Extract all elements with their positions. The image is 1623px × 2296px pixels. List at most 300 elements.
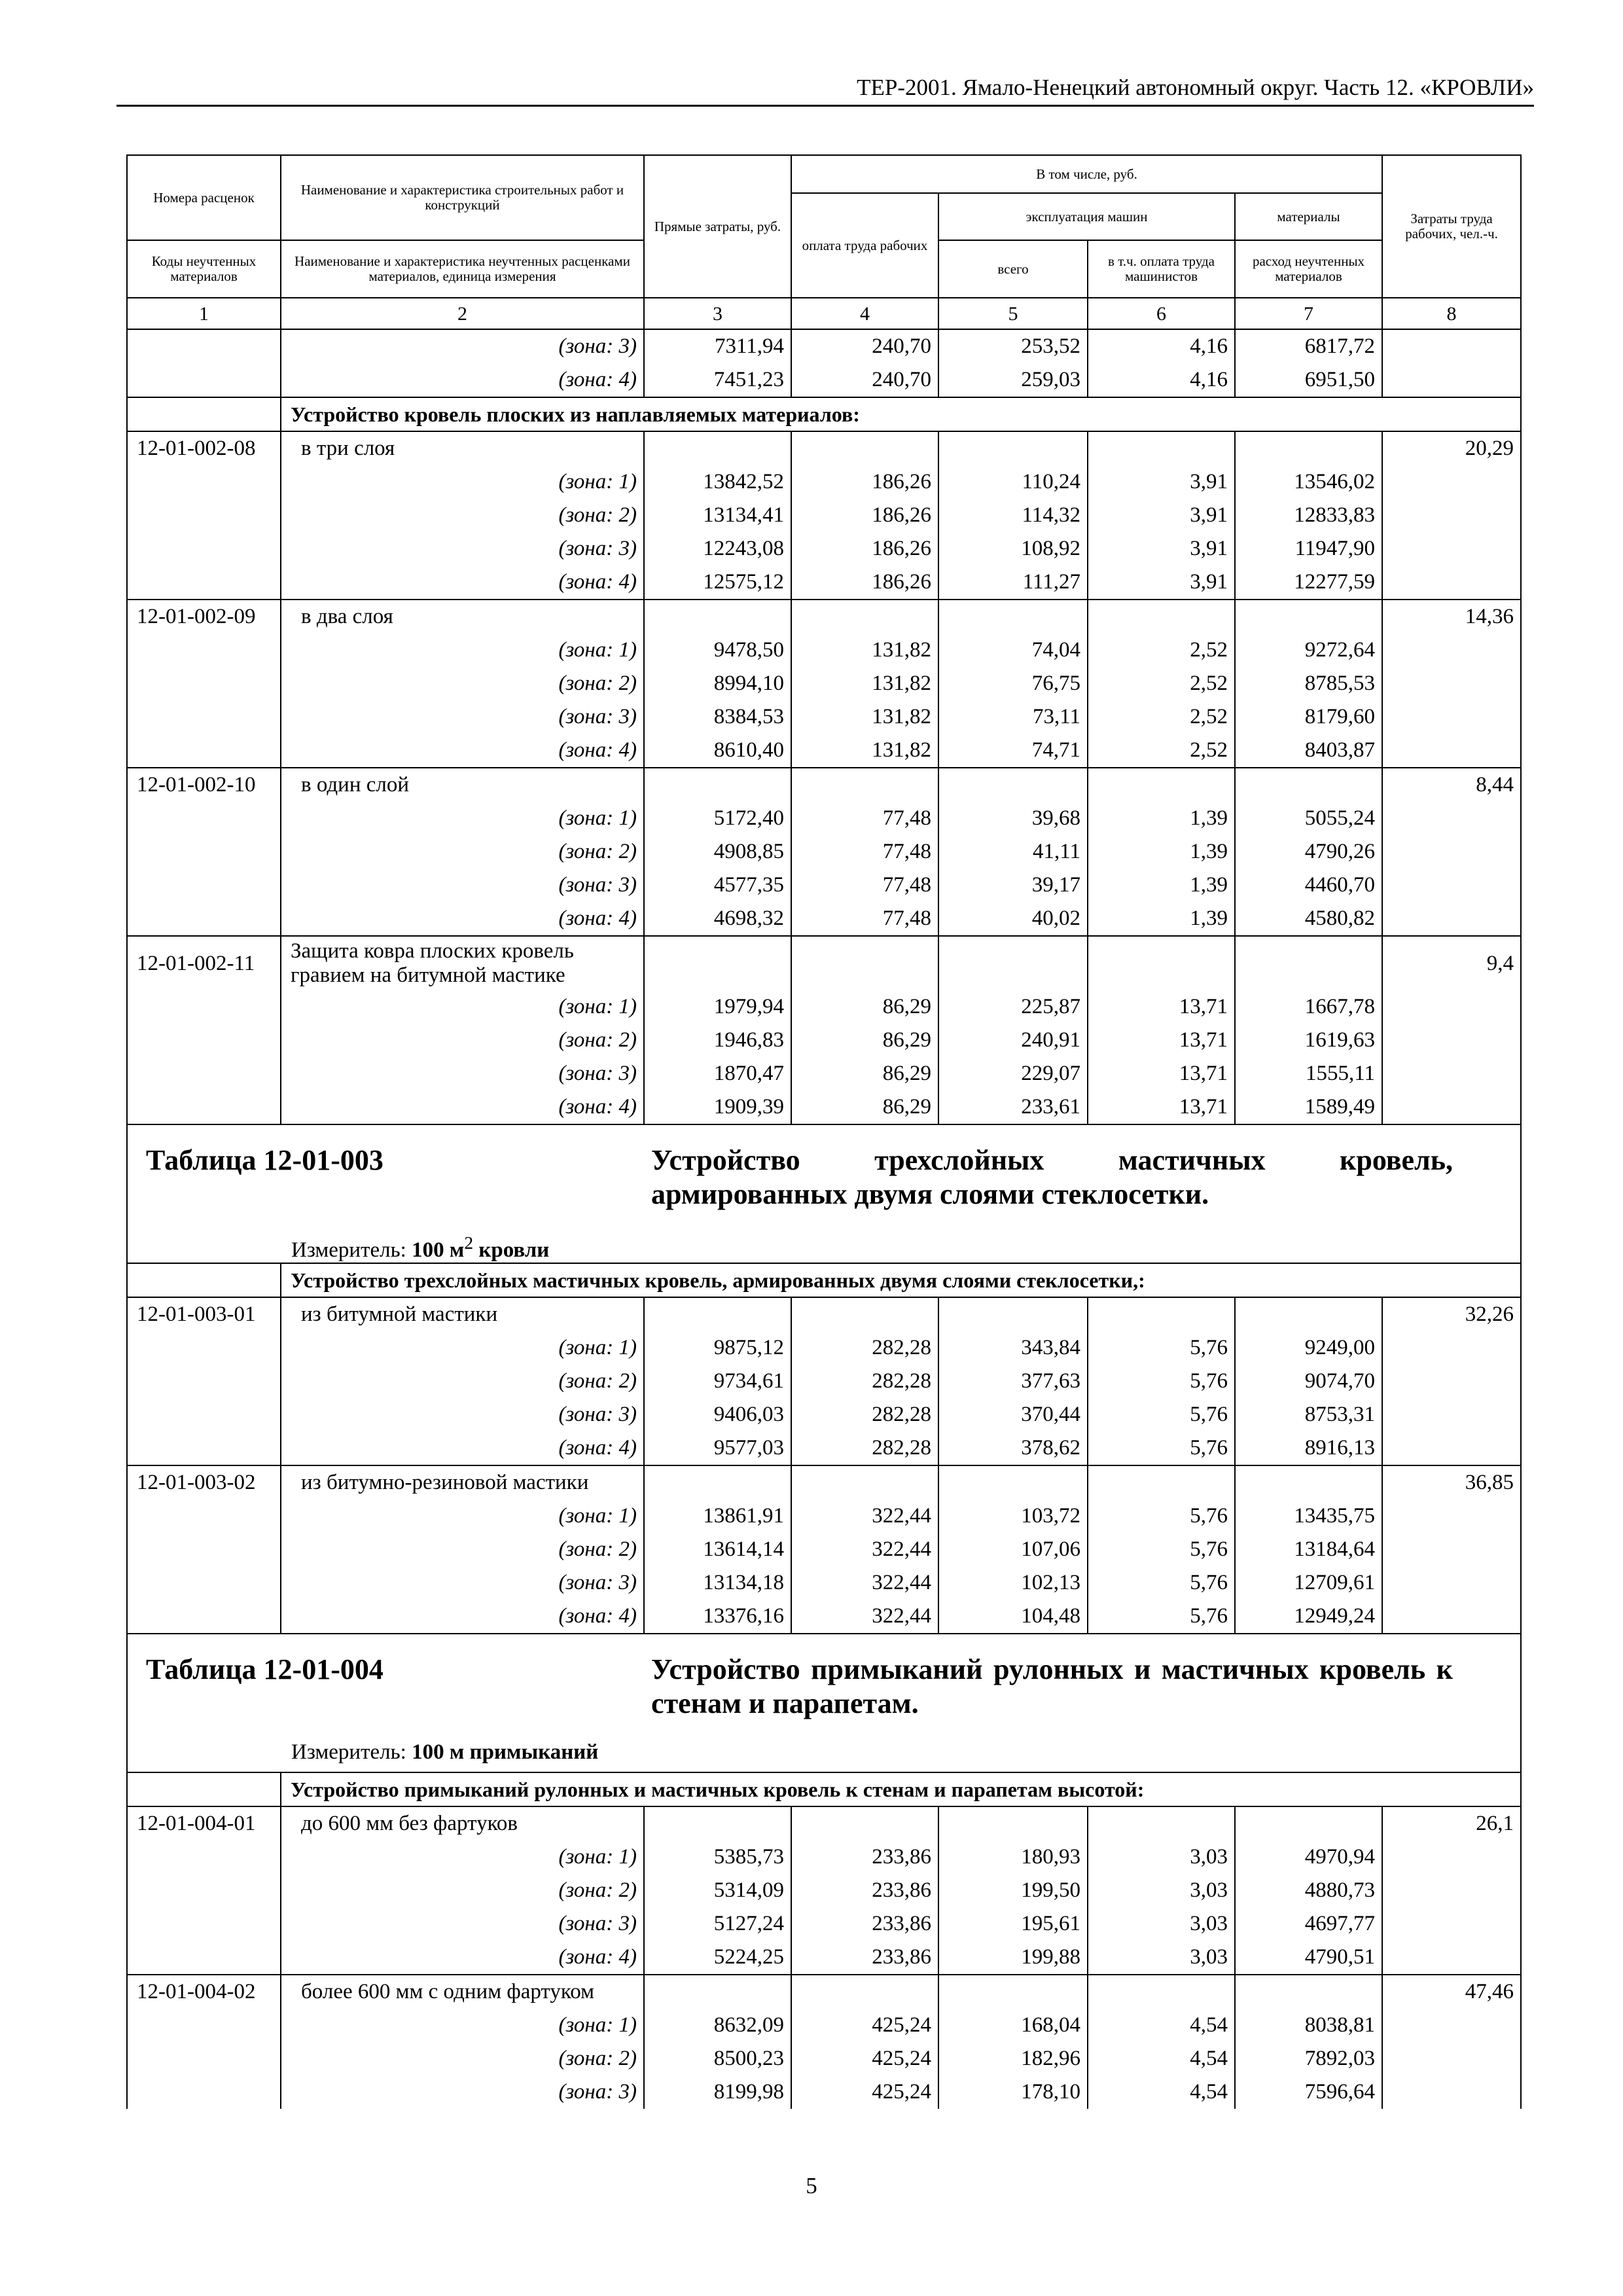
direct-costs: 13134,41 [644, 499, 791, 532]
including-header: В том числе, руб. [791, 155, 1382, 193]
empty-cell [127, 363, 281, 397]
zone-row [127, 1566, 1521, 1600]
col2-header-top: Наименование и характеристика строительных работ и конструкций [281, 155, 644, 240]
item-row [127, 1806, 1521, 1840]
direct-costs: 8610,40 [644, 734, 791, 768]
empty-cell [1382, 1090, 1521, 1124]
empty-cell [1382, 802, 1521, 835]
empty-cell [127, 667, 281, 700]
machines-total: 40,02 [938, 902, 1088, 936]
empty-cell [791, 1297, 938, 1331]
table-heading-row [127, 1634, 1521, 1772]
empty-cell [644, 1975, 791, 2009]
machinists-wages: 2,52 [1088, 667, 1235, 700]
direct-costs: 8199,98 [644, 2075, 791, 2109]
empty-cell [791, 936, 938, 990]
rate-code: 12-01-004-01 [127, 1806, 281, 1840]
empty-cell [644, 600, 791, 634]
zone-row [127, 1600, 1521, 1634]
empty-cell [1382, 329, 1521, 363]
zone-row [127, 532, 1521, 565]
labor-wages: 86,29 [791, 990, 938, 1024]
direct-costs: 7451,23 [644, 363, 791, 397]
running-header: ТЕР-2001. Ямало-Ненецкий автономный округ. Часть 12. «КРОВЛИ» [857, 75, 1534, 100]
materials-cost: 11947,90 [1235, 532, 1382, 565]
direct-costs: 9406,03 [644, 1398, 791, 1431]
materials-header: материалы [1235, 193, 1382, 240]
empty-cell [127, 1331, 281, 1365]
rate-code: 12-01-002-10 [127, 768, 281, 802]
empty-cell [127, 1772, 281, 1806]
direct-costs: 8500,23 [644, 2042, 791, 2075]
empty-cell [127, 869, 281, 902]
direct-costs: 8994,10 [644, 667, 791, 700]
materials-cost: 13435,75 [1235, 1499, 1382, 1533]
machinists-wages: 13,71 [1088, 1090, 1235, 1124]
header-rule [116, 105, 1534, 107]
zone-label: (зона: 2) [281, 1365, 644, 1398]
item-name: до 600 мм без фартуков [281, 1806, 644, 1840]
materials-cost: 7596,64 [1235, 2075, 1382, 2109]
empty-cell [644, 936, 791, 990]
zone-row [127, 363, 1521, 397]
direct-costs: 7311,94 [644, 329, 791, 363]
zone-row [127, 1840, 1521, 1874]
zone-row [127, 869, 1521, 902]
empty-cell [1088, 768, 1235, 802]
empty-cell [1382, 1840, 1521, 1874]
labor-wages: 77,48 [791, 902, 938, 936]
labor-wages: 131,82 [791, 700, 938, 734]
machines-total: 259,03 [938, 363, 1088, 397]
zone-label: (зона: 2) [281, 835, 644, 869]
materials-cost: 4790,26 [1235, 835, 1382, 869]
machines-total: 110,24 [938, 465, 1088, 499]
empty-cell [127, 465, 281, 499]
item-row [127, 1975, 1521, 2009]
materials-cost: 6817,72 [1235, 329, 1382, 363]
labor-wages: 86,29 [791, 1090, 938, 1124]
zone-label: (зона: 3) [281, 1057, 644, 1090]
empty-cell [127, 990, 281, 1024]
zone-label: (зона: 4) [281, 1090, 644, 1124]
labor-wages: 186,26 [791, 465, 938, 499]
empty-cell [1382, 734, 1521, 768]
labor-wages: 86,29 [791, 1057, 938, 1090]
direct-costs: 4698,32 [644, 902, 791, 936]
column-number: 1 [127, 298, 281, 329]
materials-cost: 4697,77 [1235, 1907, 1382, 1941]
zone-label: (зона: 4) [281, 1941, 644, 1975]
empty-cell [1382, 700, 1521, 734]
materials-cost: 4460,70 [1235, 869, 1382, 902]
materials-cost: 12277,59 [1235, 565, 1382, 600]
machines-total: 182,96 [938, 2042, 1088, 2075]
empty-cell [938, 936, 1088, 990]
machines-total: 229,07 [938, 1057, 1088, 1090]
machinists-wages: 3,91 [1088, 465, 1235, 499]
empty-cell [127, 700, 281, 734]
machines-total: 195,61 [938, 1907, 1088, 1941]
labor-wages: 322,44 [791, 1499, 938, 1533]
materials-cost: 9249,00 [1235, 1331, 1382, 1365]
empty-cell [1235, 768, 1382, 802]
direct-costs: 1909,39 [644, 1090, 791, 1124]
labor-wages: 322,44 [791, 1533, 938, 1566]
machinists-wages: 5,76 [1088, 1600, 1235, 1634]
labor-wages: 233,86 [791, 1874, 938, 1907]
zone-row [127, 2009, 1521, 2042]
labor-wages: 282,28 [791, 1431, 938, 1465]
measure-line [291, 1739, 598, 1765]
machines-total: 74,04 [938, 634, 1088, 667]
empty-cell [938, 1465, 1088, 1499]
materials-cost: 1667,78 [1235, 990, 1382, 1024]
table-heading-cell [127, 1124, 1521, 1263]
direct-costs: 13134,18 [644, 1566, 791, 1600]
item-row [127, 768, 1521, 802]
empty-cell [127, 1365, 281, 1398]
table-label: Таблица 12-01-004 [146, 1653, 383, 1685]
empty-cell [1088, 1806, 1235, 1840]
direct-costs: 9478,50 [644, 634, 791, 667]
machines-total: 233,61 [938, 1090, 1088, 1124]
materials-cost: 9272,64 [1235, 634, 1382, 667]
zone-row [127, 565, 1521, 600]
machines-total: 178,10 [938, 2075, 1088, 2109]
machinists-wages: 1,39 [1088, 869, 1235, 902]
zone-row [127, 1398, 1521, 1431]
empty-cell [1382, 634, 1521, 667]
empty-cell [1382, 1024, 1521, 1057]
direct-costs: 4908,85 [644, 835, 791, 869]
labor-wages: 282,28 [791, 1398, 938, 1431]
empty-cell [127, 2042, 281, 2075]
empty-cell [127, 1263, 281, 1297]
zone-row [127, 2075, 1521, 2109]
empty-cell [1382, 1057, 1521, 1090]
table-title: Устройство трехслойных мастичных кровель, армированных двумя слоями стеклосетки. [651, 1144, 1453, 1210]
zone-label: (зона: 3) [281, 2075, 644, 2109]
zone-label: (зона: 4) [281, 565, 644, 600]
direct-costs: 9734,61 [644, 1365, 791, 1398]
empty-cell [791, 600, 938, 634]
col6-header: в т.ч. оплата труда машинистов [1088, 240, 1235, 298]
labor-hours: 20,29 [1382, 431, 1521, 465]
empty-cell [791, 431, 938, 465]
zone-label: (зона: 2) [281, 499, 644, 532]
empty-cell [127, 734, 281, 768]
zone-label: (зона: 1) [281, 1840, 644, 1874]
zone-label: (зона: 4) [281, 1431, 644, 1465]
direct-costs: 13861,91 [644, 1499, 791, 1533]
labor-wages: 131,82 [791, 734, 938, 768]
empty-cell [1382, 1365, 1521, 1398]
empty-cell [791, 768, 938, 802]
materials-cost: 8916,13 [1235, 1431, 1382, 1465]
empty-cell [1382, 1600, 1521, 1634]
zone-label: (зона: 3) [281, 532, 644, 565]
labor-wages: 186,26 [791, 532, 938, 565]
direct-costs: 5127,24 [644, 1907, 791, 1941]
empty-cell [127, 1566, 281, 1600]
zone-row [127, 1874, 1521, 1907]
col7-header: расход неучтенных материалов [1235, 240, 1382, 298]
materials-cost: 4880,73 [1235, 1874, 1382, 1907]
zone-label: (зона: 2) [281, 1533, 644, 1566]
direct-costs: 1946,83 [644, 1024, 791, 1057]
labor-hours: 14,36 [1382, 600, 1521, 634]
zone-label: (зона: 2) [281, 667, 644, 700]
zone-label: (зона: 1) [281, 2009, 644, 2042]
empty-cell [1235, 1806, 1382, 1840]
zone-row [127, 1499, 1521, 1533]
machinists-wages: 2,52 [1088, 734, 1235, 768]
zone-row [127, 1365, 1521, 1398]
column-number: 3 [644, 298, 791, 329]
zone-row [127, 1057, 1521, 1090]
rate-code: 12-01-004-02 [127, 1975, 281, 2009]
empty-cell [938, 1806, 1088, 1840]
empty-cell [938, 768, 1088, 802]
direct-costs: 4577,35 [644, 869, 791, 902]
empty-cell [1382, 1874, 1521, 1907]
machines-total: 240,91 [938, 1024, 1088, 1057]
zone-label: (зона: 3) [281, 700, 644, 734]
col1-header-bottom: Коды неучтенных материалов [127, 240, 281, 298]
empty-cell [127, 1024, 281, 1057]
empty-cell [1382, 990, 1521, 1024]
labor-hours: 36,85 [1382, 1465, 1521, 1499]
zone-row [127, 634, 1521, 667]
empty-cell [127, 1600, 281, 1634]
machinists-wages: 3,03 [1088, 1907, 1235, 1941]
empty-cell [127, 565, 281, 600]
materials-cost: 5055,24 [1235, 802, 1382, 835]
labor-wages: 322,44 [791, 1566, 938, 1600]
empty-cell [791, 1975, 938, 2009]
direct-costs: 9875,12 [644, 1331, 791, 1365]
col4-header: оплата труда рабочих [791, 193, 938, 298]
zone-label: (зона: 4) [281, 363, 644, 397]
direct-costs: 5385,73 [644, 1840, 791, 1874]
zone-row [127, 465, 1521, 499]
labor-wages: 131,82 [791, 634, 938, 667]
section-title-row [127, 1263, 1521, 1297]
materials-cost: 4580,82 [1235, 902, 1382, 936]
direct-costs: 1870,47 [644, 1057, 791, 1090]
col5-header: всего [938, 240, 1088, 298]
materials-cost: 1589,49 [1235, 1090, 1382, 1124]
labor-hours: 9,4 [1382, 936, 1521, 990]
labor-wages: 86,29 [791, 1024, 938, 1057]
zone-label: (зона: 1) [281, 465, 644, 499]
materials-cost: 8038,81 [1235, 2009, 1382, 2042]
machines-total: 108,92 [938, 532, 1088, 565]
machines-total: 378,62 [938, 1431, 1088, 1465]
empty-cell [1382, 1907, 1521, 1941]
machinists-wages: 13,71 [1088, 1024, 1235, 1057]
machinists-wages: 4,54 [1088, 2075, 1235, 2109]
machines-total: 102,13 [938, 1566, 1088, 1600]
direct-costs: 5172,40 [644, 802, 791, 835]
materials-cost: 7892,03 [1235, 2042, 1382, 2075]
empty-cell [127, 1533, 281, 1566]
machinists-wages: 3,91 [1088, 499, 1235, 532]
materials-cost: 12949,24 [1235, 1600, 1382, 1634]
measure-sup: 2 [464, 1232, 474, 1253]
machinists-wages: 4,54 [1088, 2042, 1235, 2075]
empty-cell [1382, 1331, 1521, 1365]
empty-cell [938, 600, 1088, 634]
machines-total: 39,17 [938, 869, 1088, 902]
section-title-row [127, 1772, 1521, 1806]
empty-cell [1382, 667, 1521, 700]
machinists-wages: 3,03 [1088, 1941, 1235, 1975]
measure-prefix: Измеритель: [291, 1238, 412, 1262]
zone-row [127, 700, 1521, 734]
empty-cell [1088, 1297, 1235, 1331]
labor-wages: 233,86 [791, 1941, 938, 1975]
machinists-wages: 13,71 [1088, 990, 1235, 1024]
empty-cell [1382, 532, 1521, 565]
machinists-wages: 4,16 [1088, 363, 1235, 397]
empty-cell [127, 532, 281, 565]
measure-value: 100 м [412, 1238, 465, 1262]
empty-cell [127, 499, 281, 532]
machinists-wages: 5,76 [1088, 1431, 1235, 1465]
materials-cost: 13546,02 [1235, 465, 1382, 499]
empty-cell [938, 1975, 1088, 2009]
materials-cost: 12709,61 [1235, 1566, 1382, 1600]
zone-row [127, 734, 1521, 768]
machines-total: 104,48 [938, 1600, 1088, 1634]
machinists-wages: 3,91 [1088, 565, 1235, 600]
empty-cell [127, 1431, 281, 1465]
labor-wages: 233,86 [791, 1840, 938, 1874]
empty-cell [1382, 835, 1521, 869]
empty-cell [644, 1465, 791, 1499]
machines-total: 253,52 [938, 329, 1088, 363]
machinists-wages: 13,71 [1088, 1057, 1235, 1090]
zone-row [127, 990, 1521, 1024]
machinists-wages: 5,76 [1088, 1331, 1235, 1365]
column-numbers-row [127, 298, 1521, 329]
item-row [127, 1465, 1521, 1499]
item-row [127, 1297, 1521, 1331]
zone-row [127, 1024, 1521, 1057]
item-name: Защита ковра плоских кровель гравием на битумной мастике [281, 936, 644, 990]
section-title-row [127, 397, 1521, 431]
zone-label: (зона: 1) [281, 1499, 644, 1533]
labor-hours: 8,44 [1382, 768, 1521, 802]
empty-cell [127, 1090, 281, 1124]
zone-row [127, 1941, 1521, 1975]
machines-header: эксплуатация машин [938, 193, 1235, 240]
item-row [127, 936, 1521, 990]
empty-cell [127, 397, 281, 431]
direct-costs: 13842,52 [644, 465, 791, 499]
materials-cost: 8403,87 [1235, 734, 1382, 768]
empty-cell [127, 1398, 281, 1431]
table-heading-row [127, 1124, 1521, 1263]
machinists-wages: 2,52 [1088, 634, 1235, 667]
empty-cell [127, 1907, 281, 1941]
column-number: 5 [938, 298, 1088, 329]
page-number: 5 [806, 2173, 817, 2198]
zone-label: (зона: 3) [281, 869, 644, 902]
zone-row [127, 1533, 1521, 1566]
empty-cell [1235, 431, 1382, 465]
zone-row [127, 1907, 1521, 1941]
materials-cost: 4970,94 [1235, 1840, 1382, 1874]
direct-costs: 5314,09 [644, 1874, 791, 1907]
machines-total: 199,50 [938, 1874, 1088, 1907]
column-number: 2 [281, 298, 644, 329]
labor-hours: 32,26 [1382, 1297, 1521, 1331]
machines-total: 73,11 [938, 700, 1088, 734]
zone-row [127, 802, 1521, 835]
zone-label: (зона: 2) [281, 1024, 644, 1057]
empty-cell [1235, 1465, 1382, 1499]
zone-row [127, 2042, 1521, 2075]
zone-label: (зона: 4) [281, 734, 644, 768]
machinists-wages: 1,39 [1088, 835, 1235, 869]
zone-label: (зона: 3) [281, 1566, 644, 1600]
machinists-wages: 5,76 [1088, 1533, 1235, 1566]
labor-wages: 240,70 [791, 329, 938, 363]
empty-cell [1235, 1975, 1382, 2009]
zone-row [127, 902, 1521, 936]
empty-cell [127, 1840, 281, 1874]
machinists-wages: 4,54 [1088, 2009, 1235, 2042]
labor-wages: 186,26 [791, 499, 938, 532]
empty-cell [127, 1874, 281, 1907]
materials-cost: 13184,64 [1235, 1533, 1382, 1566]
rates-table [126, 154, 1522, 2109]
zone-label: (зона: 2) [281, 1874, 644, 1907]
zone-row [127, 835, 1521, 869]
zone-row [127, 1431, 1521, 1465]
direct-costs: 13376,16 [644, 1600, 791, 1634]
materials-cost: 4790,51 [1235, 1941, 1382, 1975]
empty-cell [1235, 936, 1382, 990]
labor-wages: 77,48 [791, 835, 938, 869]
labor-hours: 47,46 [1382, 1975, 1521, 2009]
machinists-wages: 5,76 [1088, 1398, 1235, 1431]
labor-wages: 425,24 [791, 2009, 938, 2042]
materials-cost: 1619,63 [1235, 1024, 1382, 1057]
zone-label: (зона: 3) [281, 329, 644, 363]
machinists-wages: 1,39 [1088, 802, 1235, 835]
empty-cell [1382, 2042, 1521, 2075]
section-title: Устройство примыканий рулонных и мастичных кровель к стенам и парапетам высотой: [281, 1772, 1521, 1806]
machinists-wages: 5,76 [1088, 1365, 1235, 1398]
machinists-wages: 1,39 [1088, 902, 1235, 936]
direct-costs: 12243,08 [644, 532, 791, 565]
empty-cell [127, 902, 281, 936]
machines-total: 41,11 [938, 835, 1088, 869]
materials-cost: 8785,53 [1235, 667, 1382, 700]
zone-label: (зона: 1) [281, 634, 644, 667]
empty-cell [127, 835, 281, 869]
rate-code: 12-01-003-02 [127, 1465, 281, 1499]
zone-row [127, 499, 1521, 532]
labor-wages: 322,44 [791, 1600, 938, 1634]
empty-cell [127, 329, 281, 363]
materials-cost: 1555,11 [1235, 1057, 1382, 1090]
empty-cell [127, 2075, 281, 2109]
